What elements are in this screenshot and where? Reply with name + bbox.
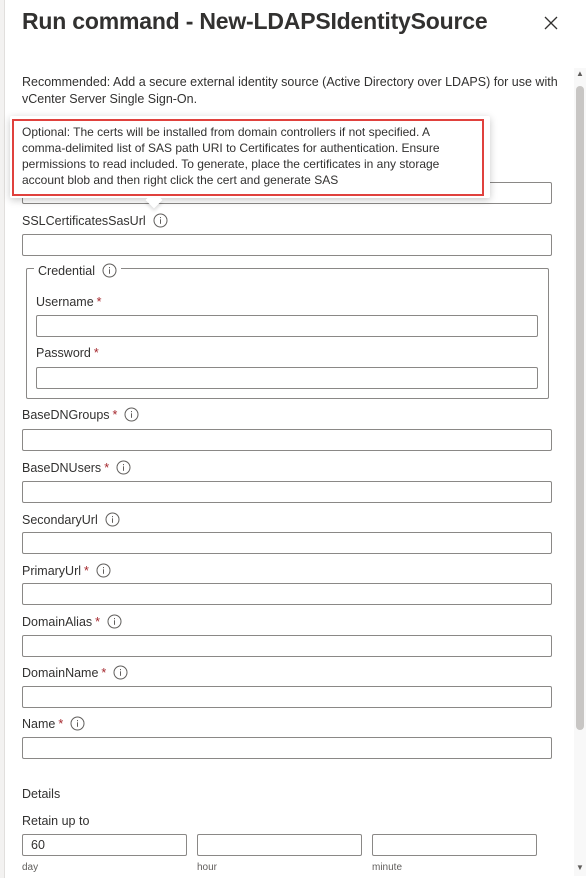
- panel-title: Run command - New-LDAPSIdentitySource: [22, 8, 488, 34]
- info-icon[interactable]: [107, 614, 122, 629]
- domain-name-label-text: DomainName: [22, 665, 99, 680]
- info-icon[interactable]: [116, 460, 131, 475]
- username-label-text: Username: [36, 295, 94, 309]
- info-icon[interactable]: [113, 665, 128, 680]
- scroll-up-arrow-icon[interactable]: ▲: [576, 69, 584, 78]
- name-label-text: Name: [22, 716, 56, 731]
- base-dn-users-label: [22, 460, 131, 475]
- credential-legend: [34, 263, 121, 278]
- retain-hour-input[interactable]: [197, 834, 362, 856]
- domain-name-label: [22, 665, 128, 680]
- username-label: [36, 295, 102, 309]
- recommendation-text: Recommended: Add a secure external identity source (Active Directory over LDAPS) for use with vCenter Server Single Sign-On.: [22, 75, 558, 106]
- password-label-text: Password: [36, 346, 91, 360]
- info-icon[interactable]: [96, 563, 111, 578]
- tooltip-text: Optional: The certs will be installed from domain controllers if not specified. A comma-delimited list of SAS path URI to Certificates for authentication. Ensure permissions to read included. To generate, place the certificates in any storage account blob and then right click the cert and generate SAS: [22, 125, 440, 187]
- required-marker: *: [95, 614, 101, 629]
- required-marker: *: [112, 407, 118, 422]
- ssl-certificates-label: [22, 213, 168, 228]
- required-marker: *: [101, 665, 107, 680]
- password-input[interactable]: [36, 367, 538, 389]
- required-marker: *: [93, 346, 99, 360]
- minute-caption: minute: [372, 862, 403, 873]
- info-icon[interactable]: [153, 213, 168, 228]
- scroll-down-arrow-icon[interactable]: ▼: [576, 863, 584, 872]
- name-input[interactable]: [22, 737, 552, 759]
- base-dn-users-label-text: BaseDNUsers: [22, 460, 102, 475]
- domain-alias-label: [22, 614, 122, 629]
- info-icon[interactable]: [105, 512, 120, 527]
- primary-url-label: [22, 563, 111, 578]
- left-edge: [0, 0, 5, 878]
- required-marker: *: [104, 460, 110, 475]
- primary-url-input[interactable]: [22, 583, 552, 605]
- day-caption: day: [22, 862, 39, 873]
- required-marker: *: [84, 563, 89, 578]
- name-label: [22, 716, 85, 731]
- info-icon[interactable]: [102, 263, 117, 278]
- ssl-certificates-sas-url-input[interactable]: [22, 234, 552, 256]
- domain-alias-label-text: DomainAlias: [22, 614, 93, 629]
- close-icon: [538, 10, 564, 36]
- retain-label: Retain up to: [22, 814, 90, 828]
- scrollbar-thumb[interactable]: [576, 86, 584, 730]
- retain-day-input[interactable]: [22, 834, 187, 856]
- domain-name-input[interactable]: [22, 686, 552, 708]
- base-dn-groups-input[interactable]: [22, 429, 552, 451]
- base-dn-users-input[interactable]: [22, 481, 552, 503]
- ssl-certificates-label-text: SSLCertificatesSasUrl: [22, 213, 146, 228]
- secondary-url-label: [22, 512, 120, 527]
- info-icon[interactable]: [124, 407, 139, 422]
- domain-alias-input[interactable]: [22, 635, 552, 657]
- credential-legend-text: Credential: [38, 263, 95, 278]
- required-marker: *: [58, 716, 64, 731]
- info-icon[interactable]: [70, 716, 85, 731]
- base-dn-groups-label: [22, 407, 139, 422]
- base-dn-groups-label-text: BaseDNGroups: [22, 407, 110, 422]
- username-input[interactable]: [36, 315, 538, 337]
- secondary-url-input[interactable]: [22, 532, 552, 554]
- primary-url-label-text: PrimaryUrl: [22, 563, 82, 578]
- retain-minute-input[interactable]: [372, 834, 537, 856]
- password-label: [36, 346, 99, 360]
- hour-caption: hour: [197, 862, 218, 873]
- secondary-url-label-text: SecondaryUrl: [22, 512, 98, 527]
- details-heading: Details: [22, 787, 61, 801]
- required-marker: *: [96, 295, 102, 309]
- close-button[interactable]: [538, 10, 564, 36]
